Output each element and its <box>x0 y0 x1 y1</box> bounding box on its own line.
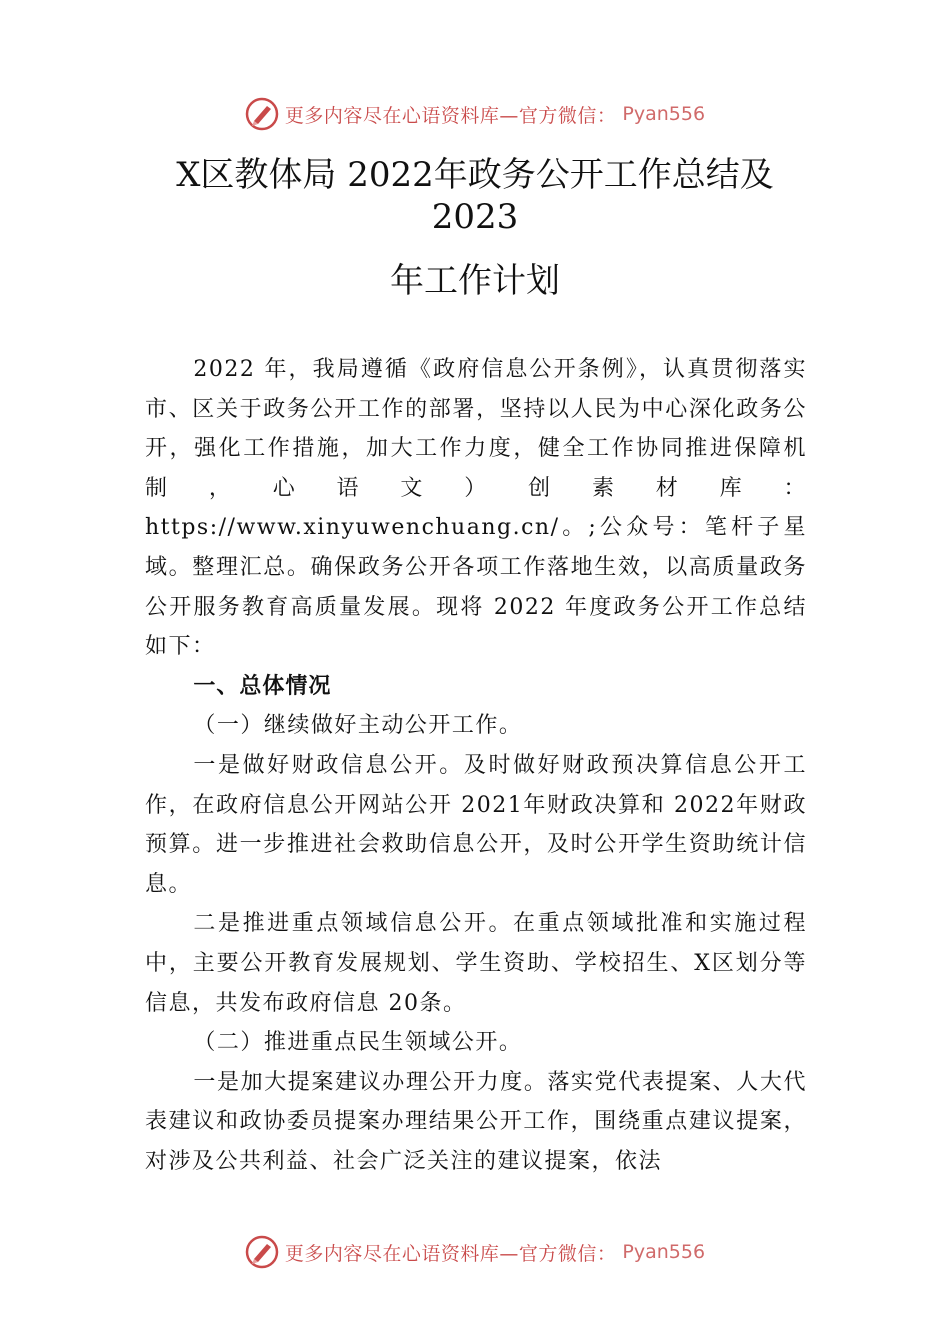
subsection-heading-1: （一）继续做好主动公开工作。 <box>193 713 523 739</box>
watermark-banner-bottom <box>0 1232 950 1272</box>
watermark-banner-top <box>0 94 950 134</box>
watermark-wechat-id: Pyan556 <box>622 1241 706 1263</box>
document-title-line3: 年工作计划 <box>390 261 560 301</box>
paragraph-key-areas: 二是推进重点领域信息公开。在重点领域批准和实施过程中，主要公开教育发展规划、学生资助、学校招生、X区划分等信息，共发布政府信息 20条。 <box>145 911 807 1016</box>
subsection-heading-2: （二）推进重点民生领域公开。 <box>193 1030 523 1056</box>
document-body <box>145 350 807 1181</box>
document-title-line1: X区教体局 2022年政务公开工作总结及 <box>176 155 774 195</box>
intro-paragraph: 2022 年，我局遵循《政府信息公开条例》，认真贯彻落实市、区关于政务公开工作的部署，坚持以人民为中心深化政务公开，强化工作措施，加大工作力度，健全工作协同推进保障机制，心语文）创素材库：https://www.xinyuwenchuang.cn/。;公众号：笔杆子星域。整理汇总。确保政务公开各项工作落地生效，以高质量政务公开服务教育高质量发展。现将 2022 年度政务公开工作总结如下： <box>145 357 807 660</box>
watermark-wechat-id: Pyan556 <box>622 103 706 125</box>
section-heading-overview: 一、总体情况 <box>193 673 332 699</box>
document-title-line2: 2023 <box>431 197 519 237</box>
watermark-text: 更多内容尽在心语资料库—官方微信： <box>284 1242 617 1265</box>
paragraph-finance-info: 一是做好财政信息公开。及时做好财政预决算信息公开工作，在政府信息公开网站公开 2021年财政决算和 2022年财政预算。进一步推进社会救助信息公开，及时公开学生资助统计信息。 <box>145 752 807 897</box>
pen-logo-icon <box>245 1235 279 1269</box>
watermark-text: 更多内容尽在心语资料库—官方微信： <box>284 104 617 127</box>
pen-logo-icon <box>245 97 279 131</box>
paragraph-proposals: 一是加大提案建议办理公开力度。落实党代表提案、人大代表建议和政协委员提案办理结果公开工作，围绕重点建议提案，对涉及公共利益、社会广泛关注的建议提案，依法 <box>145 1069 807 1174</box>
